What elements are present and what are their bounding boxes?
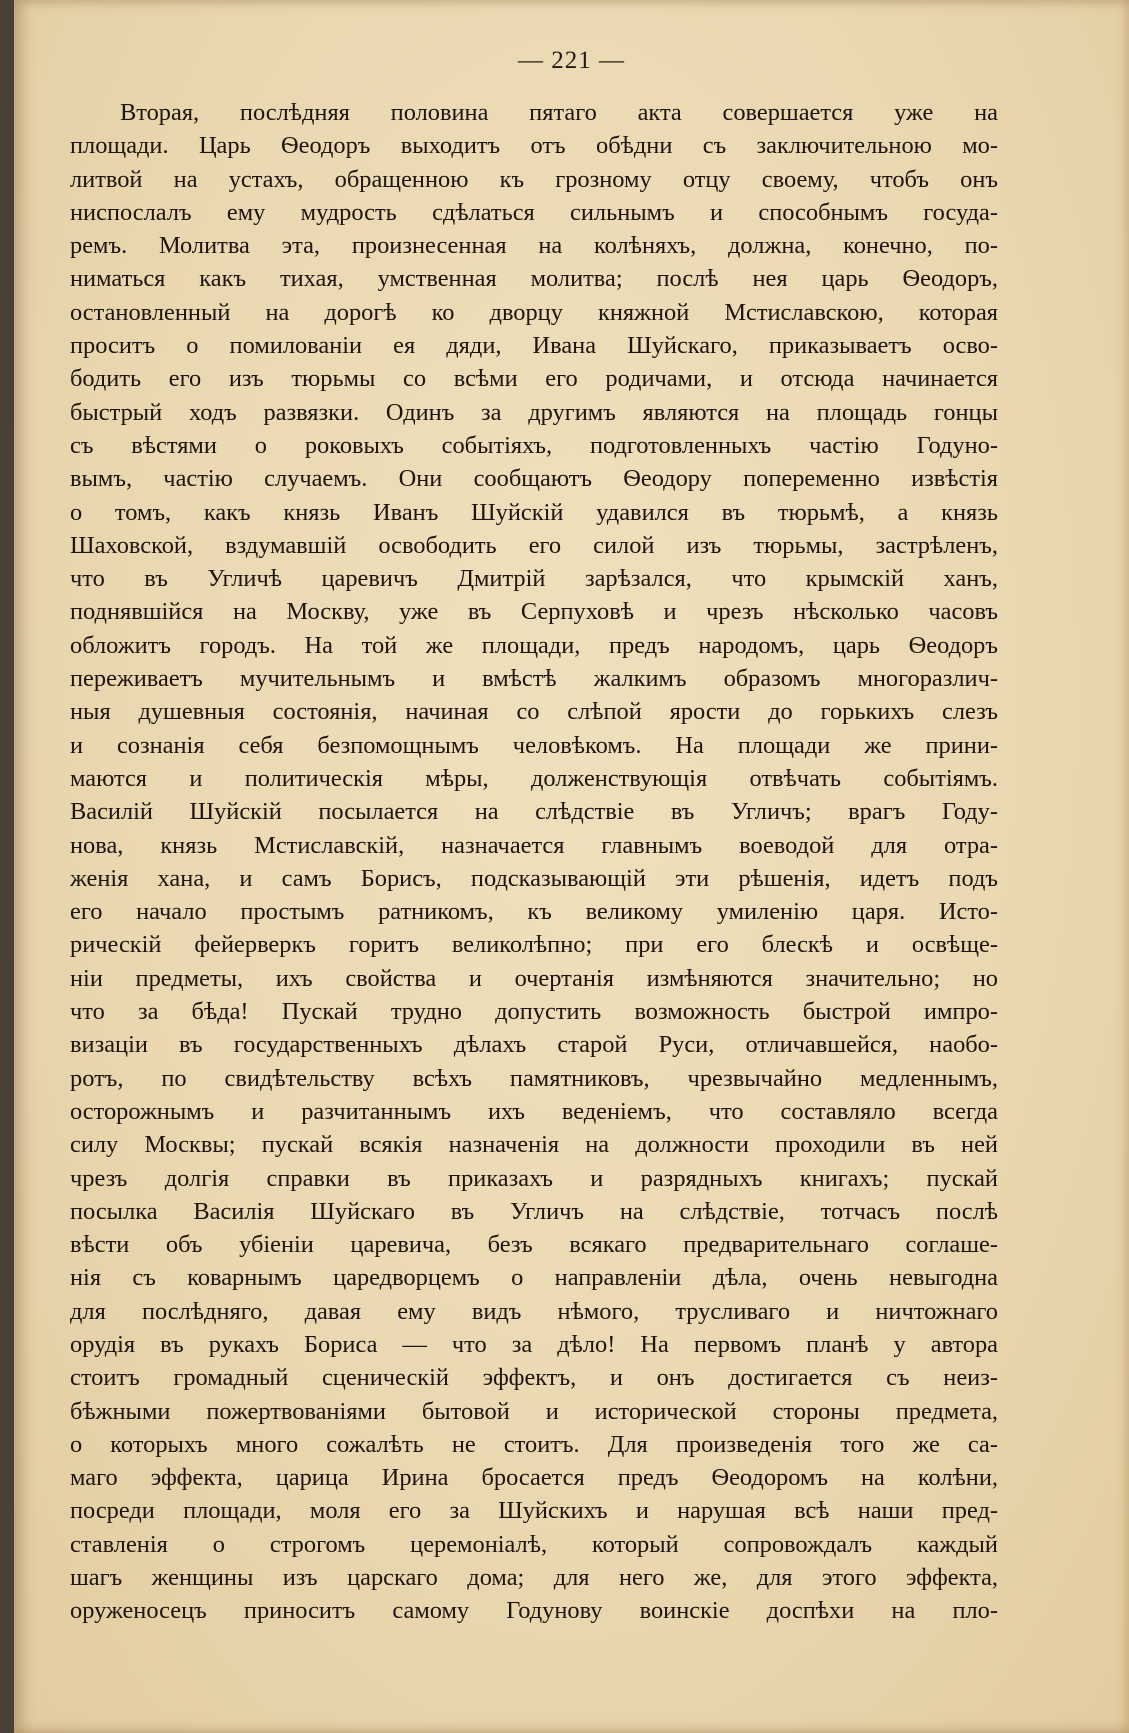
text-line: и сознанія себя безпомощнымъ человѣкомъ. На площади же прини- — [70, 731, 998, 759]
text-line: Вторая, послѣдняя половина пятаго акта совершается уже на — [120, 99, 998, 126]
text-line: вѣсти объ убіеніи царевича, безъ всякаго предварительнаго соглаше- — [70, 1231, 998, 1259]
text-line: что за бѣда! Пускай трудно допустить возможность быстрой импро- — [70, 998, 998, 1026]
text-line: переживаетъ мучительнымъ и вмѣстѣ жалкимъ образомъ многоразлич- — [70, 665, 998, 693]
text-line: ніи предметы, ихъ свойства и очертанія измѣняются значительно; но — [70, 964, 998, 992]
text-line: его начало простымъ ратникомъ, къ великому умиленію царя. Исто- — [70, 898, 998, 926]
text-line: бодить его изъ тюрьмы со всѣми его родичами, и отсюда начинается — [70, 365, 998, 393]
text-line: рическій фейерверкъ горитъ великолѣпно; при его блескѣ и освѣще- — [70, 931, 998, 959]
text-line: ныя душевныя состоянія, начиная со слѣпой ярости до горькихъ слезъ — [70, 698, 998, 726]
text-line: площади. Царь Ѳеодоръ выходитъ отъ обѣдни съ заключительною мо- — [70, 132, 998, 160]
text-line: орудія въ рукахъ Бориса — что за дѣло! На первомъ планѣ у автора — [70, 1330, 998, 1358]
text-line: проситъ о помилованіи ея дяди, Ивана Шуйскаго, приказываетъ осво- — [70, 332, 998, 360]
text-line: нія съ коварнымъ царедворцемъ о направленіи дѣла, очень невыгодна — [70, 1264, 998, 1292]
text-line: ремъ. Молитва эта, произнесенная на колѣняхъ, должна, конечно, по- — [70, 232, 998, 260]
text-line: ниматься какъ тихая, умственная молитва; послѣ нея царь Ѳеодоръ, — [70, 265, 998, 293]
text-line: обложитъ городъ. На той же площади, предъ народомъ, царь Ѳеодоръ — [70, 631, 998, 659]
text-line: Василій Шуйскій посылается на слѣдствіе въ Угличъ; врагъ Году- — [70, 798, 998, 826]
text-line: о томъ, какъ князь Иванъ Шуйскій удавился въ тюрьмѣ, а князь — [70, 498, 998, 526]
page-number: — 221 — — [518, 47, 625, 74]
text-line: стоитъ громадный сценическій эффектъ, и онъ достигается съ неиз- — [70, 1364, 998, 1392]
text-line: посылка Василія Шуйскаго въ Угличъ на слѣдствіе, тотчасъ послѣ — [70, 1197, 998, 1225]
text-line: чрезъ долгія справки въ приказахъ и разрядныхъ книгахъ; пускай — [70, 1164, 998, 1192]
text-line: маго эффекта, царица Ирина бросается предъ Ѳеодоромъ на колѣни, — [70, 1464, 998, 1492]
text-line: для послѣдняго, давая ему видъ нѣмого, трусливаго и ничтожнаго — [70, 1297, 998, 1325]
text-line: что въ Угличѣ царевичъ Дмитрій зарѣзался, что крымскій ханъ, — [70, 565, 998, 593]
text-line: ротъ, по свидѣтельству всѣхъ памятниковъ, чрезвычайно медленнымъ, — [70, 1064, 998, 1092]
text-line: маются и политическія мѣры, долженствующія отвѣчать событіямъ. — [70, 764, 998, 792]
text-line: оруженосецъ приноситъ самому Годунову воинскіе доспѣхи на пло- — [70, 1597, 998, 1625]
text-line: ставленія о строгомъ церемоніалѣ, который сопровождалъ каждый — [70, 1530, 998, 1558]
body-text — [70, 96, 998, 1628]
text-line: осторожнымъ и разчитаннымъ ихъ веденіемъ, что составляло всегда — [70, 1097, 998, 1125]
text-line: поднявшійся на Москву, уже въ Серпуховѣ и чрезъ нѣсколько часовъ — [70, 598, 998, 626]
text-line: Шаховской, вздумавшій освободить его силой изъ тюрьмы, застрѣленъ, — [70, 531, 998, 559]
text-line: нова, князь Мстиславскій, назначается главнымъ воеводой для отра- — [70, 831, 998, 859]
text-line: бѣжными пожертвованіями бытовой и исторической стороны предмета, — [70, 1397, 998, 1425]
text-line: шагъ женщины изъ царскаго дома; для него же, для этого эффекта, — [70, 1564, 998, 1592]
text-line: быстрый ходъ развязки. Одинъ за другимъ являются на площадь гонцы — [70, 398, 998, 426]
text-line: вымъ, частію случаемъ. Они сообщаютъ Ѳеодору попеременно извѣстія — [70, 465, 998, 493]
text-line: литвой на устахъ, обращенною къ грозному отцу своему, чтобъ онъ — [70, 165, 998, 193]
text-line: силу Москвы; пускай всякія назначенія на должности проходили въ ней — [70, 1131, 998, 1159]
text-line: ниспослалъ ему мудрость сдѣлаться сильнымъ и способнымъ госуда- — [70, 198, 998, 226]
text-line: женія хана, и самъ Борисъ, подсказывающій эти рѣшенія, идетъ подъ — [70, 864, 998, 892]
book-page — [14, 0, 1129, 1733]
text-line: визаціи въ государственныхъ дѣлахъ старой Руси, отличавшейся, наобо- — [70, 1031, 998, 1059]
text-line: посреди площади, моля его за Шуйскихъ и нарушая всѣ наши пред- — [70, 1497, 998, 1525]
text-line: съ вѣстями о роковыхъ событіяхъ, подготовленныхъ частію Годуно- — [70, 431, 998, 459]
text-line: остановленный на дорогѣ ко дворцу княжной Мстиславскою, которая — [70, 298, 998, 326]
text-line: о которыхъ много сожалѣть не стоитъ. Для произведенія того же са- — [70, 1430, 998, 1458]
